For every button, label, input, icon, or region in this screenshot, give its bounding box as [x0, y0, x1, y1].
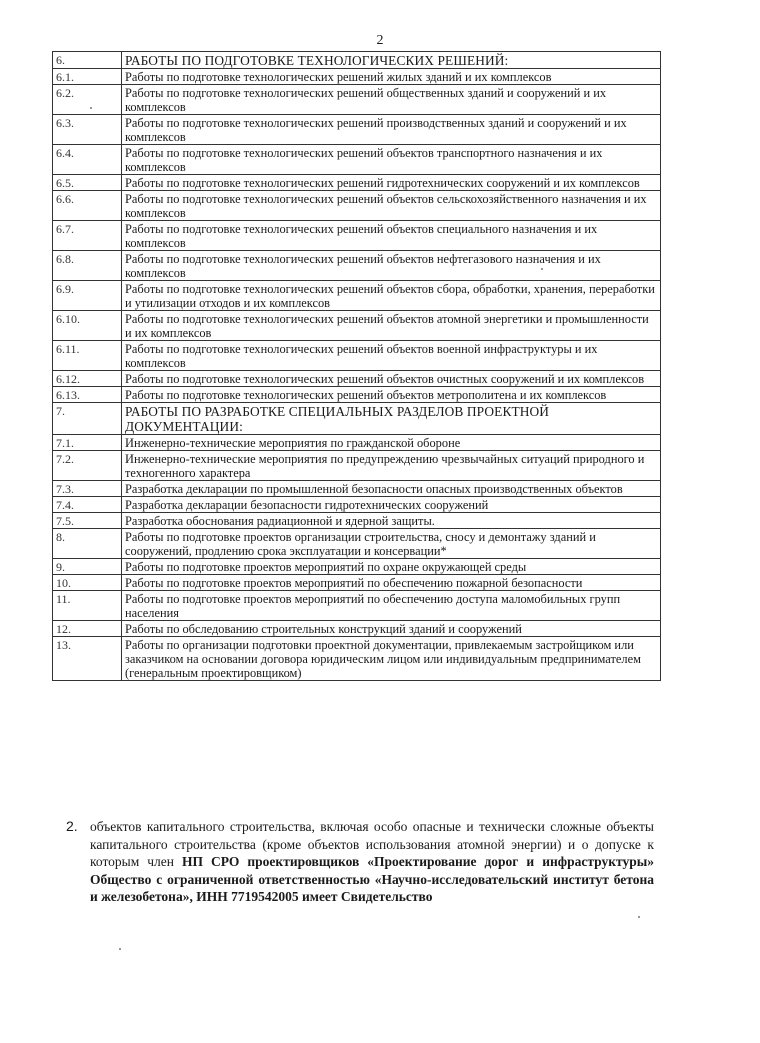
row-number: 6.8.	[53, 251, 122, 281]
table-row	[53, 387, 661, 403]
table-row	[53, 221, 661, 251]
table-row	[53, 371, 661, 387]
work-description: Работы по подготовке проектов мероприятий по обеспечению пожарной безопасности	[122, 575, 661, 591]
scan-speck	[90, 107, 92, 109]
work-description: Работы по подготовке технологических решений общественных зданий и сооружений и их комплексов	[122, 85, 661, 115]
table-row	[53, 435, 661, 451]
table-row	[53, 403, 661, 435]
row-number: 6.5.	[53, 175, 122, 191]
scan-speck	[119, 948, 121, 950]
work-description: Работы по подготовке технологических решений объектов транспортного назначения и их комплексов	[122, 145, 661, 175]
scan-speck	[638, 916, 640, 918]
row-number: 6.6.	[53, 191, 122, 221]
table-row	[53, 451, 661, 481]
table-row	[53, 341, 661, 371]
row-number: 12.	[53, 621, 122, 637]
row-number: 6.1.	[53, 69, 122, 85]
row-number: 10.	[53, 575, 122, 591]
work-description: Работы по подготовке технологических решений объектов очистных сооружений и их комплексов	[122, 371, 661, 387]
row-number: 13.	[53, 637, 122, 681]
row-number: 7.5.	[53, 513, 122, 529]
page-number: 2	[376, 33, 384, 48]
work-description: Работы по подготовке технологических решений объектов сбора, обработки, хранения, переработки и утилизации отходов и их комплексов	[122, 281, 661, 311]
section-heading: РАБОТЫ ПО РАЗРАБОТКЕ СПЕЦИАЛЬНЫХ РАЗДЕЛОВ ПРОЕКТНОЙ ДОКУМЕНТАЦИИ:	[122, 403, 661, 435]
work-description: Работы по подготовке технологических решений объектов специального назначения и их комплексов	[122, 221, 661, 251]
certificate-paragraph	[66, 818, 654, 906]
table-row	[53, 591, 661, 621]
row-number: 7.4.	[53, 497, 122, 513]
table-row	[53, 69, 661, 85]
row-number: 6.9.	[53, 281, 122, 311]
work-description: Работы по подготовке технологических решений гидротехнических сооружений и их комплексов	[122, 175, 661, 191]
work-description: Работы по подготовке технологических решений объектов военной инфраструктуры и их комплексов	[122, 341, 661, 371]
work-description: Разработка декларации по промышленной безопасности опасных производственных объектов	[122, 481, 661, 497]
section-heading: РАБОТЫ ПО ПОДГОТОВКЕ ТЕХНОЛОГИЧЕСКИХ РЕШЕНИЙ:	[122, 52, 661, 69]
organization-name: НП СРО проектировщиков «Проектирование дорог и инфраструктуры» Общество с ограниченной ответственностью «Научно-исследовательский институт бетона и железобетона», ИНН 7719542005 имеет Свидетельство	[90, 854, 654, 904]
table-row	[53, 513, 661, 529]
work-description: Работы по обследованию строительных конструкций зданий и сооружений	[122, 621, 661, 637]
work-description: Работы по организации подготовки проектной документации, привлекаемым застройщиком или заказчиком на основании договора юридическим лицом или индивидуальным предпринимателем (генеральным проектировщиком)	[122, 637, 661, 681]
row-number: 6.2.	[53, 85, 122, 115]
scan-speck	[541, 268, 543, 270]
work-description: Разработка обоснования радиационной и ядерной защиты.	[122, 513, 661, 529]
row-number: 6.	[53, 52, 122, 69]
row-number: 7.	[53, 403, 122, 435]
table-row	[53, 85, 661, 115]
row-number: 6.13.	[53, 387, 122, 403]
row-number: 7.3.	[53, 481, 122, 497]
work-description: Работы по подготовке технологических решений объектов сельскохозяйственного назначения и их комплексов	[122, 191, 661, 221]
table-row	[53, 497, 661, 513]
table-row	[53, 559, 661, 575]
work-description: Работы по подготовке технологических решений объектов метрополитена и их комплексов	[122, 387, 661, 403]
table-row	[53, 281, 661, 311]
row-number: 8.	[53, 529, 122, 559]
work-description: Инженерно-технические мероприятия по предупреждению чрезвычайных ситуаций природного и техногенного характера	[122, 451, 661, 481]
table-row	[53, 145, 661, 175]
work-description: Работы по подготовке проектов мероприятий по охране окружающей среды	[122, 559, 661, 575]
table-row	[53, 115, 661, 145]
table-row	[53, 481, 661, 497]
work-types-table	[52, 51, 661, 681]
row-number: 7.1.	[53, 435, 122, 451]
list-marker: 2.	[66, 818, 78, 834]
row-number: 6.4.	[53, 145, 122, 175]
table-row	[53, 191, 661, 221]
work-description: Работы по подготовке технологических решений производственных зданий и сооружений и их комплексов	[122, 115, 661, 145]
work-description: Работы по подготовке проектов организации строительства, сносу и демонтажу зданий и сооружений, продлению срока эксплуатации и консервации*	[122, 529, 661, 559]
table-row	[53, 575, 661, 591]
table-row	[53, 529, 661, 559]
row-number: 11.	[53, 591, 122, 621]
work-description: Работы по подготовке технологических решений объектов атомной энергетики и промышленности и их комплексов	[122, 311, 661, 341]
work-description: Инженерно-технические мероприятия по гражданской обороне	[122, 435, 661, 451]
table-row	[53, 175, 661, 191]
table-row	[53, 621, 661, 637]
table-row	[53, 251, 661, 281]
row-number: 6.10.	[53, 311, 122, 341]
work-description: Разработка декларации безопасности гидротехнических сооружений	[122, 497, 661, 513]
work-description: Работы по подготовке проектов мероприятий по обеспечению доступа маломобильных групп населения	[122, 591, 661, 621]
table-row	[53, 637, 661, 681]
row-number: 9.	[53, 559, 122, 575]
table-row	[53, 311, 661, 341]
row-number: 7.2.	[53, 451, 122, 481]
row-number: 6.7.	[53, 221, 122, 251]
table-row	[53, 52, 661, 69]
paragraph-text: объектов капитального строительства, включая особо опасные и технически сложные объекты капитального строительства (кроме объектов использования атомной энергии) и о допуске к которым член	[90, 819, 654, 869]
paragraph-body	[90, 818, 654, 906]
row-number: 6.11.	[53, 341, 122, 371]
work-description: Работы по подготовке технологических решений объектов нефтегазового назначения и их комплексов	[122, 251, 661, 281]
row-number: 6.3.	[53, 115, 122, 145]
work-description: Работы по подготовке технологических решений жилых зданий и их комплексов	[122, 69, 661, 85]
row-number: 6.12.	[53, 371, 122, 387]
